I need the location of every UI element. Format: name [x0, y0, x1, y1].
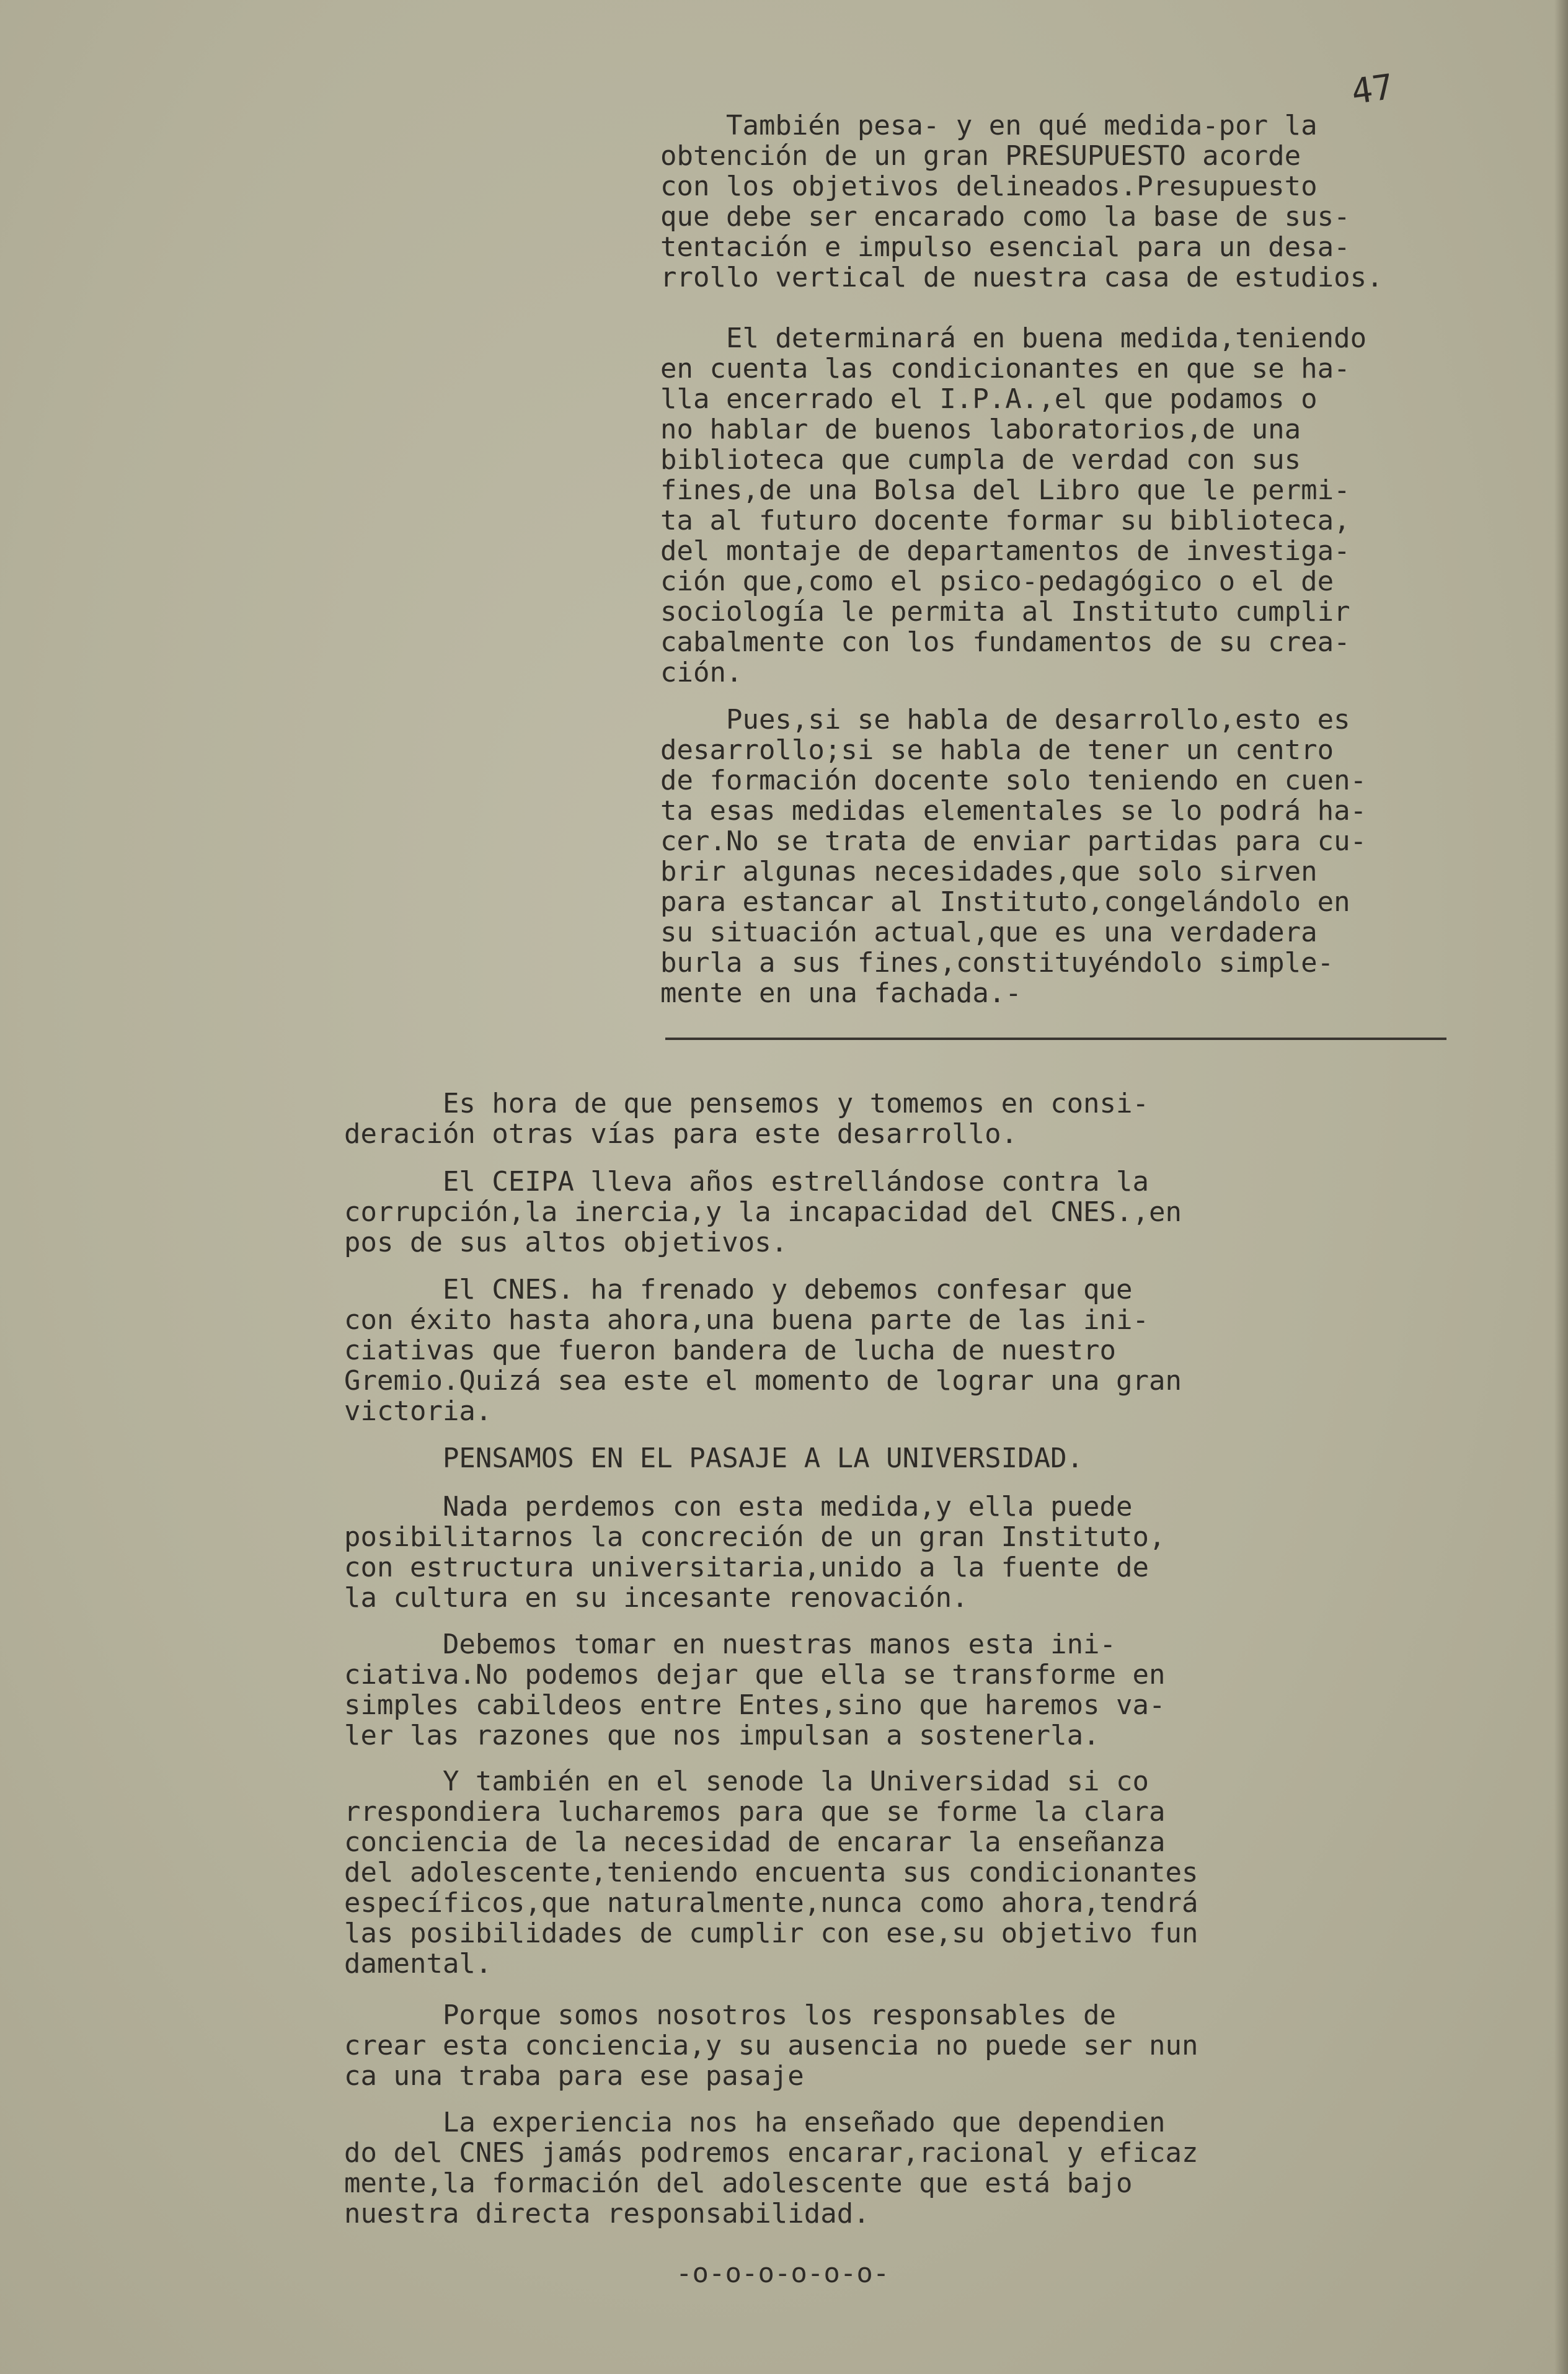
paragraph-ceipa: El CEIPA lleva años estrellándose contra la corrupción,la inercia,y la incapacidad del CNES.,en pos de sus altos objetivos.: [344, 1166, 1182, 1258]
paragraph-universidad: Y también en el senode la Universidad si co rrespondiera lucharemos para que se forme la clara conciencia de la necesidad de encarar la enseñanza del adolescente,teniendo encuenta sus condicionantes específicos,que naturalmente,nunca como ahora,tendrá las posibilidades de cumplir con ese,su objetivo fun damental.: [344, 1766, 1198, 1980]
paragraph-otras-vias: Es hora de que pensemos y tomemos en consi- deración otras vías para este desarrollo.: [344, 1088, 1149, 1150]
page-number: 47: [1349, 66, 1396, 113]
paragraph-conciencia: Porque somos nosotros los responsables de crear esta conciencia,y su ausencia no puede ser nun ca una traba para ese pasaje: [344, 1999, 1198, 2092]
paragraph-experiencia: La experiencia nos ha enseñado que dependien do del CNES jamás podremos encarar,racional y eficaz mente,la formación del adolescente que está bajo nuestra directa responsabilidad.: [344, 2107, 1198, 2230]
closing-ornament: -o-o-o-o-o-o-: [676, 2257, 890, 2289]
paragraph-presupuesto: También pesa- y en qué medida-por la obtención de un gran PRESUPUESTO acorde con los objetivos delineados.Presupuesto que debe ser encarado como la base de sus- tentación e impulso esencial para un desa- rrollo vertical de nuestra casa de estudios.: [660, 110, 1383, 293]
page-edge-shadow: [1554, 0, 1568, 2374]
section-divider: [665, 1038, 1446, 1040]
section-heading-universidad: PENSAMOS EN EL PASAJE A LA UNIVERSIDAD.: [344, 1443, 1084, 1474]
paragraph-laboratorios: El determinará en buena medida,teniendo en cuenta las condicionantes en que se ha- lla encerrado el I.P.A.,el que podamos o no hablar de buenos laboratorios,de una biblioteca que cumpla de verdad con sus fines,de una Bolsa del Libro que le permi- ta al futuro docente formar su biblioteca, del montaje de departamentos de investiga- ción que,como el psico-pedagógico o el de sociología le permita al Instituto cumplir cabalmente con los fundamentos de su crea- ción.: [660, 322, 1367, 688]
paragraph-debemos-tomar: Debemos tomar en nuestras manos esta ini- ciativa.No podemos dejar que ella se transforme en simples cabildeos entre Entes,sino que haremos va- ler las razones que nos impulsan a sostenerla.: [344, 1629, 1166, 1751]
paragraph-desarrollo: Pues,si se habla de desarrollo,esto es desarrollo;si se habla de tener un centro de formación docente solo teniendo en cuen- ta esas medidas elementales se lo podrá ha- cer.No se trata de enviar partidas para cu- brir algunas necesidades,que solo sirven para estancar al Instituto,congelándolo en su situación actual,que es una verdadera burla a sus fines,constituyéndolo simple- mente en una fachada.-: [660, 704, 1367, 1009]
paragraph-nada-perdemos: Nada perdemos con esta medida,y ella puede posibilitarnos la concreción de un gran Instituto, con estructura universitaria,unido a la fuente de la cultura en su incesante renovación.: [344, 1491, 1166, 1614]
paragraph-cnes: El CNES. ha frenado y debemos confesar que con éxito hasta ahora,una buena parte de las ini- ciativas que fueron bandera de lucha de nuestro Gremio.Quizá sea este el momento de lograr una gran victoria.: [344, 1274, 1182, 1427]
